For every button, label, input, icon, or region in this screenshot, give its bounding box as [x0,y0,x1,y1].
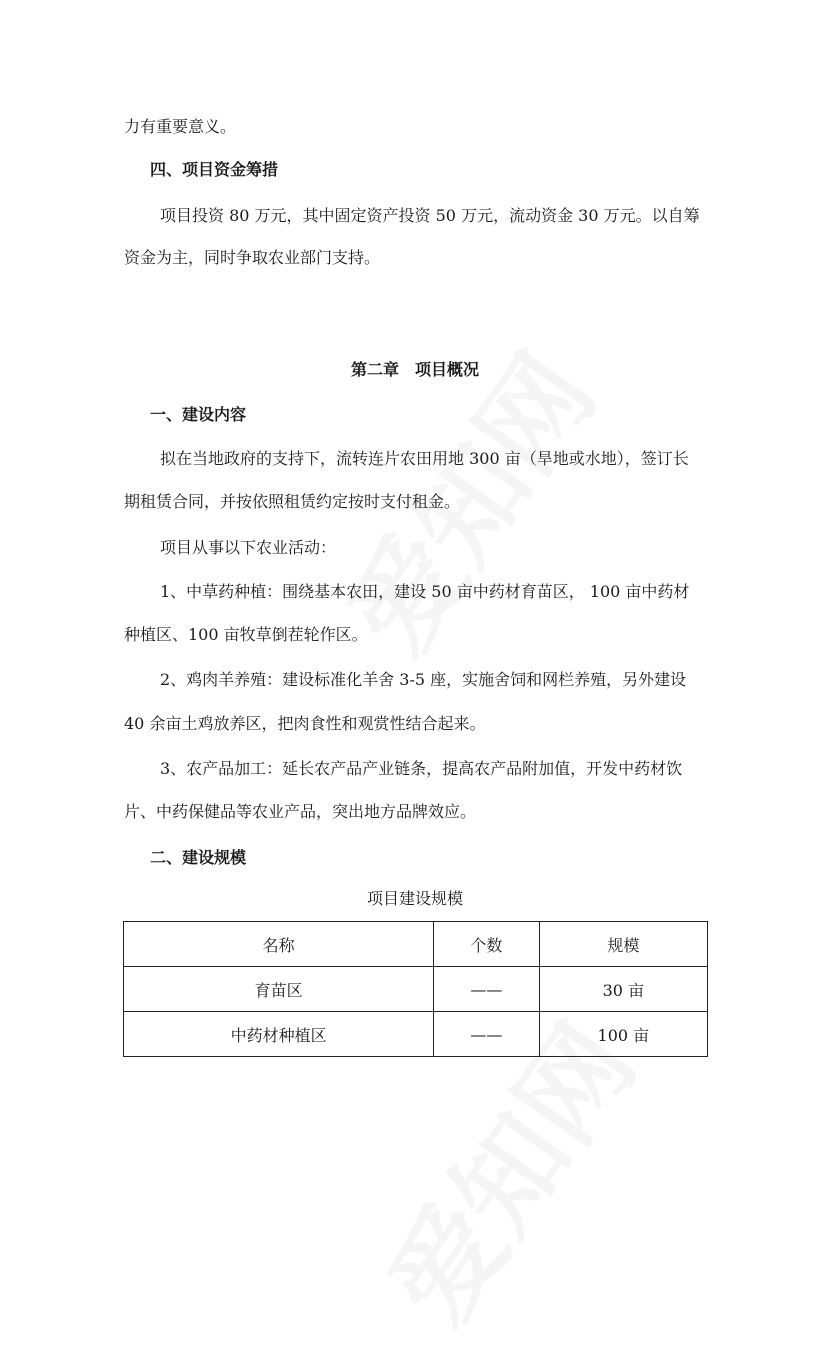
chapter-title: 第二章 项目概况 [350,360,479,379]
paragraph-line: 力有重要意义。 [124,117,237,136]
table-header-cell: 个数 [434,922,540,967]
paragraph-line: 片、中药保健品等农业产品，突出地方品牌效应。 [124,802,477,821]
paragraph-line: 种植区、100 亩牧草倒茬轮作区。 [124,625,368,644]
scale-table [123,921,708,1057]
table-cell: 30 亩 [539,967,707,1012]
table-header-row [124,922,708,967]
table-cell: —— [434,967,540,1012]
table-cell: 中药材种植区 [124,1012,434,1057]
table-row [124,967,708,1012]
section-heading: 四、项目资金筹措 [150,160,279,179]
paragraph-line: 1、中草药种植：围绕基本农田，建设 50 亩中药材育苗区， 100 亩中药材 [160,582,690,601]
section-heading: 一、建设内容 [150,405,247,424]
paragraph-line: 资金为主，同时争取农业部门支持。 [124,248,381,267]
paragraph-line: 拟在当地政府的支持下，流转连片农田用地 300 亩（旱地或水地），签订长 [160,449,689,468]
paragraph-line: 40 余亩土鸡放养区，把肉食性和观赏性结合起来。 [124,714,486,733]
table-cell: 育苗区 [124,967,434,1012]
paragraph-line: 项目投资 80 万元，其中固定资产投资 50 万元，流动资金 30 万元。以自筹 [160,206,700,225]
table-caption: 项目建设规模 [366,889,463,908]
table-header-cell: 规模 [539,922,707,967]
table-header-cell: 名称 [124,922,434,967]
table-cell: 100 亩 [539,1012,707,1057]
paragraph-line: 2、鸡肉羊养殖：建设标准化羊舍 3-5 座，实施舍饲和网栏养殖，另外建设 [160,670,687,689]
table-row [124,1012,708,1057]
paragraph-line: 3、农产品加工：延长农产品产业链条，提高农产品附加值，开发中药材饮 [160,759,683,778]
section-heading: 二、建设规模 [150,848,247,867]
table-cell: —— [434,1012,540,1057]
paragraph-line: 期租赁合同，并按依照租赁约定按时支付租金。 [124,492,461,511]
paragraph-line: 项目从事以下农业活动： [160,538,337,557]
